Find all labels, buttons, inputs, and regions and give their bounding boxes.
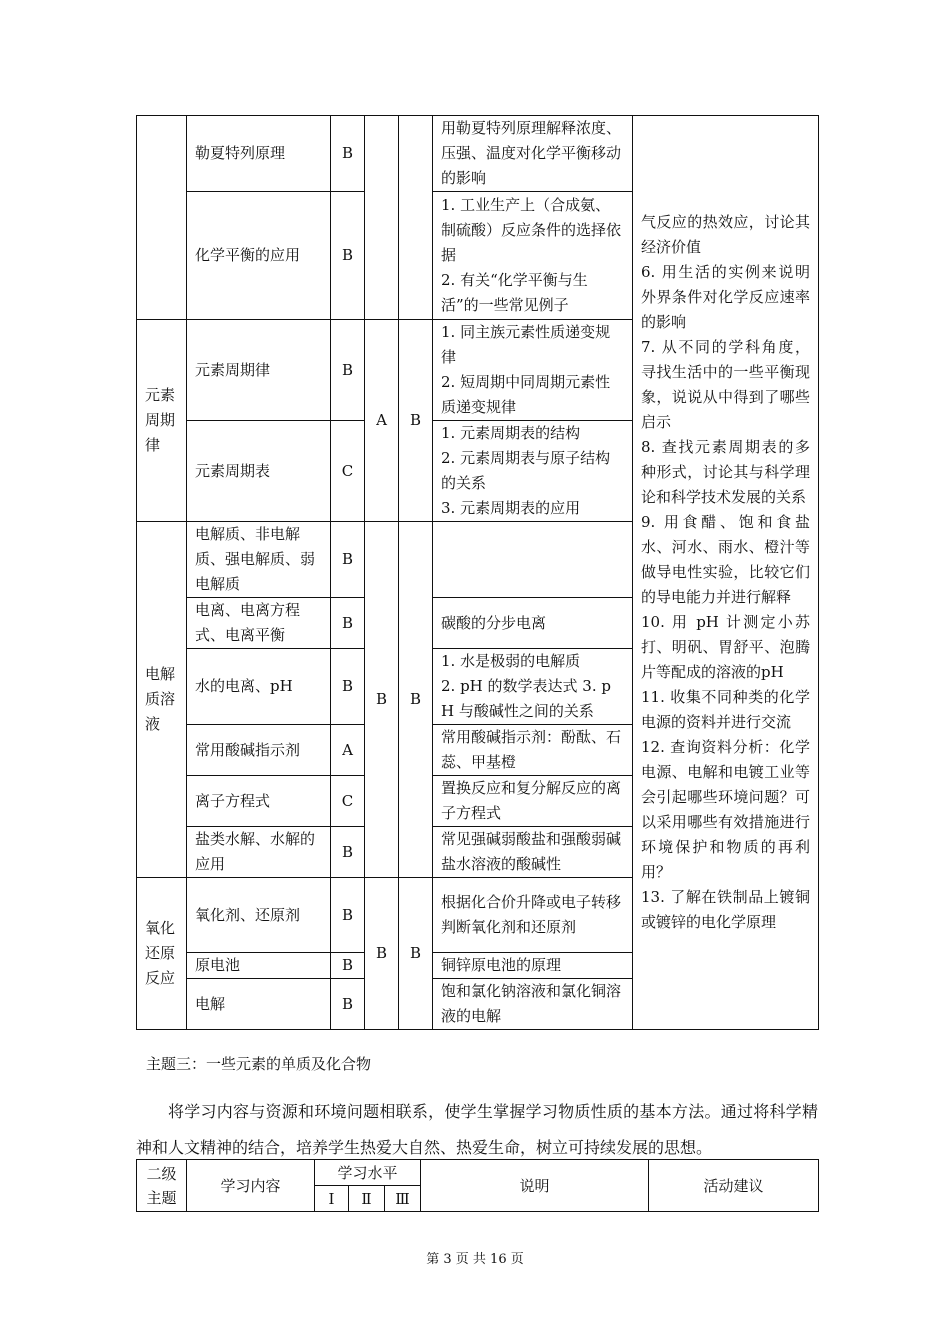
activity-item: 10. 用 pH 计测定小苏打、明矾、胃舒平、泡腾片等配成的溶液的pH: [641, 613, 810, 681]
section-heading: 主题三：一些元素的单质及化合物: [146, 1055, 372, 1073]
activity-item: 12. 查询资料分析：化学电源、电解和电镀工业等会引起哪些环境问题？可以采用哪些有效措施进行环境保护和物质的再利用？: [641, 738, 810, 881]
level-cell: B: [331, 522, 365, 598]
curriculum-table: [136, 115, 819, 1030]
activity-item: 8. 查找元素周期表的多种形式，讨论其与科学理论和科学技术发展的关系: [641, 438, 810, 506]
level-cell: B: [331, 953, 365, 979]
activity-suggestions-cell: [633, 116, 819, 1030]
learning-content-cell: 元素周期表: [187, 421, 331, 522]
header-activity-suggestion: 活动建议: [649, 1160, 819, 1212]
level-iii-cell: B: [399, 878, 433, 1030]
description-cell: [433, 192, 633, 320]
level-iii-cell: [399, 116, 433, 320]
description-line: 2. 短周期中同周期元素性质递变规律: [441, 373, 611, 416]
header-secondary-theme: 二级主题: [137, 1160, 187, 1212]
learning-content-cell: 水的电离、pH: [187, 649, 331, 725]
description-line: 1. 同主族元素性质递变规律: [441, 323, 611, 366]
activity-item: 13. 了解在铁制品上镀铜或镀锌的电化学原理: [641, 888, 810, 931]
description-line: 常用酸碱指示剂：酚酞、石蕊、甲基橙: [441, 728, 622, 771]
learning-content-cell: 电解: [187, 979, 331, 1030]
description-line: 铜锌原电池的原理: [441, 956, 562, 974]
level-iii-cell: B: [399, 522, 433, 878]
page-footer: 第 3 页 共 16 页: [426, 1252, 524, 1267]
description-line: 1. 水是极弱的电解质: [441, 652, 581, 670]
description-cell: [433, 979, 633, 1030]
header-level-1: Ⅰ: [315, 1186, 349, 1212]
description-cell: [433, 878, 633, 953]
level-cell: B: [331, 827, 365, 878]
description-line: 碳酸的分步电离: [441, 613, 547, 632]
description-line: 饱和氯化钠溶液和氯化铜溶液的电解: [441, 982, 622, 1025]
description-line: 置换反应和复分解反应的离子方程式: [441, 779, 622, 822]
level-cell: A: [331, 725, 365, 776]
activity-item: 9. 用食醋、饱和食盐水、河水、雨水、橙汁等做导电性实验，比较它们的导电能力并进行解释: [641, 513, 810, 606]
description-cell: [433, 598, 633, 649]
table-row: [137, 116, 819, 192]
level-ii-cell: [365, 116, 399, 320]
description-cell: [433, 827, 633, 878]
description-line: 3. 元素周期表的应用: [441, 499, 581, 517]
level-ii-cell: B: [365, 522, 399, 878]
header-learning-content: 学习内容: [187, 1160, 315, 1212]
description-line: 用勒夏特列原理解释浓度、压强、温度对化学平衡移动的影响: [441, 119, 622, 187]
description-line: 2. 有关“化学平衡与生活”的一些常见例子: [441, 271, 588, 314]
topic3-header-table: [136, 1159, 819, 1212]
description-cell: [433, 776, 633, 827]
description-cell: [433, 649, 633, 725]
header-description: 说明: [421, 1160, 649, 1212]
learning-content-cell: 电解质、非电解质、强电解质、弱电解质: [187, 522, 331, 598]
header-learning-level: 学习水平: [315, 1160, 421, 1186]
header-level-3: Ⅲ: [385, 1186, 421, 1212]
level-cell: B: [331, 598, 365, 649]
description-line: 根据化合价升降或电子转移判断氧化剂和还原剂: [441, 893, 622, 936]
level-ii-cell: B: [365, 878, 399, 1030]
level-iii-cell: B: [399, 320, 433, 522]
description-line: 2. 元素周期表与原子结构的关系: [441, 449, 611, 492]
level-cell: B: [331, 192, 365, 320]
learning-content-cell: 化学平衡的应用: [187, 192, 331, 320]
header-level-2: Ⅱ: [349, 1186, 385, 1212]
level-cell: C: [331, 421, 365, 522]
activity-item: 7. 从不同的学科角度，寻找生活中的一些平衡现象，说说从中得到了哪些启示: [641, 338, 810, 431]
description-line: 1. 工业生产上（合成氨、制硫酸）反应条件的选择依据: [441, 196, 622, 264]
learning-content-cell: 离子方程式: [187, 776, 331, 827]
learning-content-cell: 勒夏特列原理: [187, 116, 331, 192]
level-cell: C: [331, 776, 365, 827]
level-ii-cell: A: [365, 320, 399, 522]
level-cell: B: [331, 320, 365, 421]
section-paragraph: 将学习内容与资源和环境问题相联系，使学生掌握学习物质性质的基本方法。通过将科学精神和人文精神的结合，培养学生热爱大自然、热爱生命，树立可持续发展的思想。: [136, 1102, 818, 1157]
description-cell: [433, 725, 633, 776]
description-cell: [433, 320, 633, 421]
secondary-theme-cell: 氧化还原反应: [137, 878, 187, 1030]
description-line: 1. 元素周期表的结构: [441, 424, 581, 442]
learning-content-cell: 常用酸碱指示剂: [187, 725, 331, 776]
learning-content-cell: 盐类水解、水解的应用: [187, 827, 331, 878]
description-cell: [433, 522, 633, 598]
description-line: 2. pH 的数学表达式 3. pH 与酸碱性之间的关系: [441, 677, 611, 720]
learning-content-cell: 电离、电离方程式、电离平衡: [187, 598, 331, 649]
activity-item: 气反应的热效应，讨论其经济价值: [641, 213, 810, 256]
activity-item: 6. 用生活的实例来说明外界条件对化学反应速率的影响: [641, 263, 810, 331]
learning-content-cell: 原电池: [187, 953, 331, 979]
level-cell: B: [331, 649, 365, 725]
secondary-theme-cell: 电解质溶液: [137, 522, 187, 878]
secondary-theme-cell: [137, 116, 187, 320]
activity-item: 11. 收集不同种类的化学电源的资料并进行交流: [641, 688, 810, 731]
description-cell: [433, 953, 633, 979]
level-cell: B: [331, 116, 365, 192]
level-cell: B: [331, 878, 365, 953]
secondary-theme-cell: 元素周期律: [137, 320, 187, 522]
level-cell: B: [331, 979, 365, 1030]
learning-content-cell: 氧化剂、还原剂: [187, 878, 331, 953]
description-cell: [433, 116, 633, 192]
description-line: 常见强碱弱酸盐和强酸弱碱盐水溶液的酸碱性: [441, 830, 622, 873]
learning-content-cell: 元素周期律: [187, 320, 331, 421]
description-cell: [433, 421, 633, 522]
